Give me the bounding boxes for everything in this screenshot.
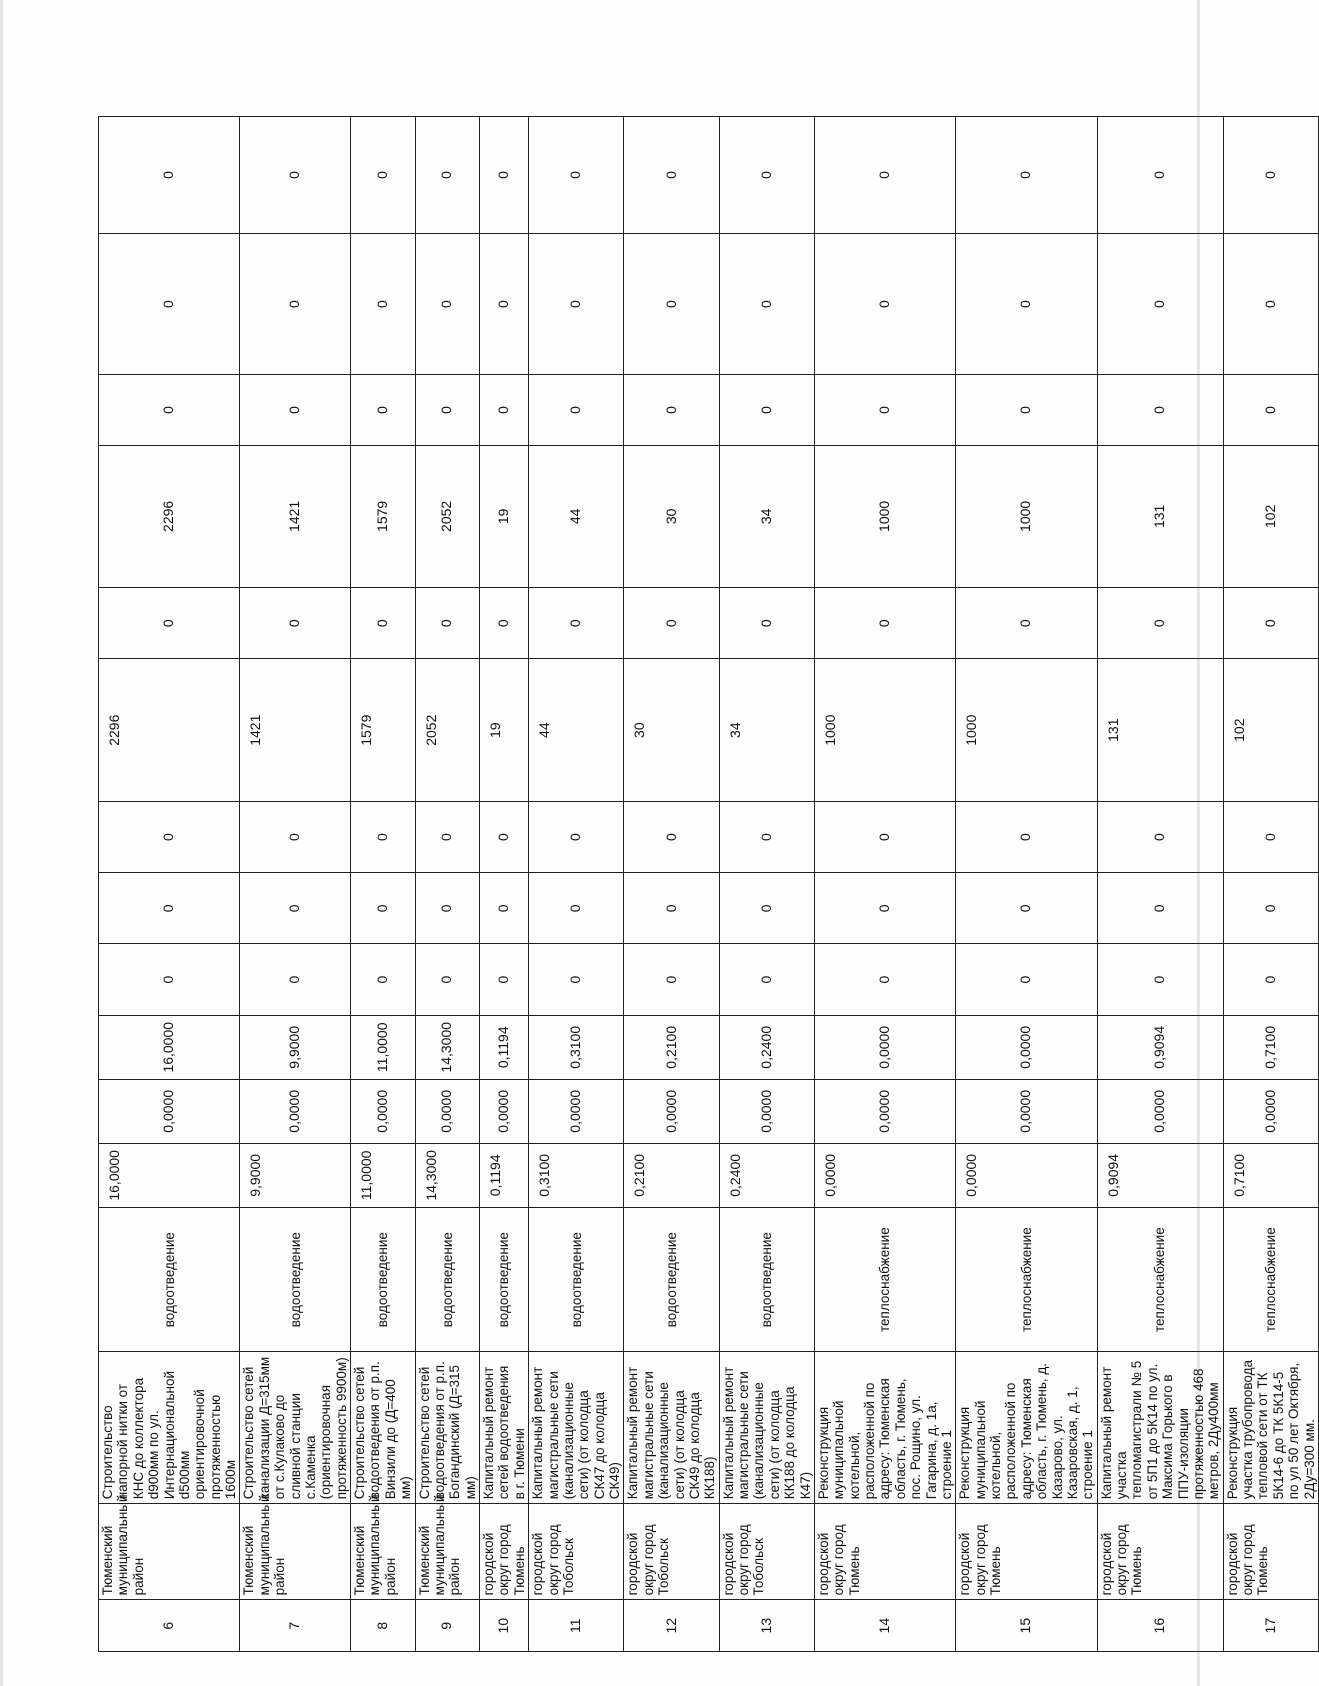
value-cell-c5: 0: [624, 873, 719, 944]
investment-program-table: [98, 116, 1319, 1652]
value-cell-c9: 44: [529, 445, 624, 588]
value-cell-c6: 0: [351, 801, 416, 872]
value-cell-c7: 102: [1223, 659, 1318, 802]
value-cell-c1: 11,0000: [351, 1143, 416, 1207]
value-cell-c10: 0: [1097, 375, 1223, 445]
value-cell-c5: 0: [814, 873, 955, 944]
value-cell-c6: 0: [1097, 801, 1223, 872]
value-cell-c8: 0: [99, 588, 240, 659]
value-cell-c10: 0: [240, 375, 351, 445]
value-cell-c9: 2296: [99, 445, 240, 588]
value-cell-c1: 16,0000: [99, 1143, 240, 1207]
value-cell-c5: 0: [956, 873, 1097, 944]
value-cell-c4: 0: [351, 944, 416, 1015]
value-cell-c4: 0: [480, 944, 529, 1015]
project-name-cell: Капитальный ремонт участка тепломагистрали № 5 от 5П1 до 5К14 по ул. Максима Горького в ППУ-изоляции протяженностью 468 метров, 2Ду400мм: [1097, 1352, 1223, 1504]
value-cell-c3: 0,2100: [624, 1015, 719, 1079]
value-cell-c8: 0: [719, 588, 814, 659]
value-cell-c2: 0,0000: [719, 1079, 814, 1143]
value-cell-c4: 0: [240, 944, 351, 1015]
value-cell-c11: 0: [240, 233, 351, 375]
value-cell-c8: 0: [814, 588, 955, 659]
value-cell-c7: 131: [1097, 659, 1223, 802]
value-cell-c4: 0: [1097, 944, 1223, 1015]
row-number-cell: 12: [624, 1600, 719, 1652]
utility-type-cell: водоотведение: [351, 1207, 416, 1352]
utility-type-cell: теплоснабжение: [1097, 1207, 1223, 1352]
value-cell-c3: 0,3100: [529, 1015, 624, 1079]
value-cell-c3: 0,2400: [719, 1015, 814, 1079]
value-cell-c6: 0: [480, 801, 529, 872]
value-cell-c10: 0: [719, 375, 814, 445]
municipality-cell: городской округ город Тобольск: [719, 1504, 814, 1600]
row-number-cell: 11: [529, 1600, 624, 1652]
project-name-cell: Капитальный ремонт сетей водоотведения в г. Тюмени: [480, 1352, 529, 1504]
row-number-cell: 15: [956, 1600, 1097, 1652]
value-cell-c10: 0: [529, 375, 624, 445]
value-cell-c9: 102: [1223, 445, 1318, 588]
municipality-cell: Тюменский муниципальный район: [99, 1504, 240, 1600]
value-cell-c3: 0,9094: [1097, 1015, 1223, 1079]
project-name-cell: Реконструкция муниципальной котельной, расположенной по адресу: Тюменская область, г. Тюмень, д. Казарово, ул. Казаровская, д. 1, строение 1: [956, 1352, 1097, 1504]
value-cell-c5: 0: [719, 873, 814, 944]
value-cell-c1: 0,2100: [624, 1143, 719, 1207]
value-cell-c6: 0: [624, 801, 719, 872]
utility-type-cell: водоотведение: [624, 1207, 719, 1352]
municipality-cell: Тюменский муниципальный район: [240, 1504, 351, 1600]
value-cell-c6: 0: [240, 801, 351, 872]
row-number-cell: 8: [351, 1600, 416, 1652]
value-cell-c7: 1000: [814, 659, 955, 802]
value-cell-c4: 0: [719, 944, 814, 1015]
value-cell-c12: 0: [529, 117, 624, 234]
value-cell-c8: 0: [956, 588, 1097, 659]
value-cell-c2: 0,0000: [240, 1079, 351, 1143]
project-name-cell: Строительство напорной нитки от КНС до коллектора d900мм по ул. Интернациональной d500мм ориентировочной протяженностью 1600м: [99, 1352, 240, 1504]
value-cell-c10: 0: [814, 375, 955, 445]
row-number-cell: 13: [719, 1600, 814, 1652]
value-cell-c9: 34: [719, 445, 814, 588]
value-cell-c2: 0,0000: [1223, 1079, 1318, 1143]
project-name-cell: Реконструкция участка трубопровода тепловой сети от ТК 5К14-6 до ТК 5К14-5 по ул 50 лет Октября, 2Ду=300 мм.: [1223, 1352, 1318, 1504]
value-cell-c1: 0,1194: [480, 1143, 529, 1207]
value-cell-c8: 0: [1097, 588, 1223, 659]
value-cell-c8: 0: [624, 588, 719, 659]
value-cell-c8: 0: [529, 588, 624, 659]
value-cell-c4: 0: [814, 944, 955, 1015]
value-cell-c10: 0: [415, 375, 480, 445]
project-name-cell: Капитальный ремонт магистральные сети (канализационные сети) (от колодца СК49 до колодца КК188): [624, 1352, 719, 1504]
value-cell-c10: 0: [956, 375, 1097, 445]
value-cell-c7: 2296: [99, 659, 240, 802]
project-name-cell: Капитальный ремонт магистральные сети (канализационные сети) (от колодца КК188 до колодца К47): [719, 1352, 814, 1504]
value-cell-c7: 44: [529, 659, 624, 802]
value-cell-c12: 0: [814, 117, 955, 234]
value-cell-c3: 0,1194: [480, 1015, 529, 1079]
value-cell-c5: 0: [240, 873, 351, 944]
value-cell-c9: 1000: [956, 445, 1097, 588]
row-number-cell: 16: [1097, 1600, 1223, 1652]
value-cell-c5: 0: [480, 873, 529, 944]
value-cell-c3: 0,0000: [814, 1015, 955, 1079]
value-cell-c11: 0: [415, 233, 480, 375]
municipality-cell: городской округ город Тюмень: [480, 1504, 529, 1600]
rotated-table-wrapper: [98, 116, 1317, 1652]
value-cell-c3: 11,0000: [351, 1015, 416, 1079]
value-cell-c1: 0,9094: [1097, 1143, 1223, 1207]
value-cell-c8: 0: [415, 588, 480, 659]
value-cell-c12: 0: [719, 117, 814, 234]
value-cell-c1: 9,9000: [240, 1143, 351, 1207]
utility-type-cell: водоотведение: [415, 1207, 480, 1352]
value-cell-c5: 0: [529, 873, 624, 944]
scan-edge-left: [0, 0, 3, 1686]
value-cell-c12: 0: [1223, 117, 1318, 234]
value-cell-c8: 0: [240, 588, 351, 659]
table-row: [529, 117, 624, 1652]
value-cell-c10: 0: [480, 375, 529, 445]
value-cell-c11: 0: [529, 233, 624, 375]
municipality-cell: Тюменский муниципальный район: [415, 1504, 480, 1600]
utility-type-cell: водоотведение: [719, 1207, 814, 1352]
utility-type-cell: водоотведение: [99, 1207, 240, 1352]
value-cell-c10: 0: [1223, 375, 1318, 445]
utility-type-cell: водоотведение: [529, 1207, 624, 1352]
value-cell-c9: 19: [480, 445, 529, 588]
table-row: [415, 117, 480, 1652]
value-cell-c10: 0: [351, 375, 416, 445]
value-cell-c5: 0: [415, 873, 480, 944]
value-cell-c1: 0,3100: [529, 1143, 624, 1207]
utility-type-cell: водоотведение: [480, 1207, 529, 1352]
table-row: [624, 117, 719, 1652]
value-cell-c9: 2052: [415, 445, 480, 588]
value-cell-c6: 0: [956, 801, 1097, 872]
value-cell-c1: 0,2400: [719, 1143, 814, 1207]
value-cell-c7: 1421: [240, 659, 351, 802]
value-cell-c12: 0: [956, 117, 1097, 234]
value-cell-c7: 2052: [415, 659, 480, 802]
value-cell-c5: 0: [351, 873, 416, 944]
utility-type-cell: водоотведение: [240, 1207, 351, 1352]
table-row: [240, 117, 351, 1652]
value-cell-c12: 0: [480, 117, 529, 234]
value-cell-c2: 0,0000: [480, 1079, 529, 1143]
value-cell-c9: 131: [1097, 445, 1223, 588]
municipality-cell: городской округ город Тюмень: [1097, 1504, 1223, 1600]
value-cell-c7: 1000: [956, 659, 1097, 802]
value-cell-c7: 19: [480, 659, 529, 802]
value-cell-c8: 0: [1223, 588, 1318, 659]
project-name-cell: Строительство сетей водоотведения от р.п. Богандинский (Д=315 мм): [415, 1352, 480, 1504]
value-cell-c11: 0: [1097, 233, 1223, 375]
value-cell-c12: 0: [99, 117, 240, 234]
value-cell-c8: 0: [351, 588, 416, 659]
municipality-cell: городской округ город Тобольск: [624, 1504, 719, 1600]
table-row: [351, 117, 416, 1652]
utility-type-cell: теплоснабжение: [1223, 1207, 1318, 1352]
municipality-cell: городской округ город Тюмень: [814, 1504, 955, 1600]
row-number-cell: 17: [1223, 1600, 1318, 1652]
value-cell-c6: 0: [529, 801, 624, 872]
value-cell-c2: 0,0000: [814, 1079, 955, 1143]
value-cell-c4: 0: [99, 944, 240, 1015]
value-cell-c3: 0,0000: [956, 1015, 1097, 1079]
row-number-cell: 14: [814, 1600, 955, 1652]
municipality-cell: городской округ город Тюмень: [956, 1504, 1097, 1600]
value-cell-c1: 14,3000: [415, 1143, 480, 1207]
value-cell-c11: 0: [956, 233, 1097, 375]
value-cell-c12: 0: [240, 117, 351, 234]
value-cell-c12: 0: [1097, 117, 1223, 234]
row-number-cell: 9: [415, 1600, 480, 1652]
project-name-cell: Строительство сетей водоотведения от р.п. Винзили до (Д=400 мм): [351, 1352, 416, 1504]
value-cell-c5: 0: [1097, 873, 1223, 944]
value-cell-c9: 1579: [351, 445, 416, 588]
municipality-cell: городской округ город Тобольск: [529, 1504, 624, 1600]
value-cell-c11: 0: [99, 233, 240, 375]
value-cell-c3: 9,9000: [240, 1015, 351, 1079]
value-cell-c11: 0: [1223, 233, 1318, 375]
table-row: [1223, 117, 1318, 1652]
value-cell-c12: 0: [351, 117, 416, 234]
row-number-cell: 6: [99, 1600, 240, 1652]
value-cell-c12: 0: [624, 117, 719, 234]
municipality-cell: Тюменский муниципальный район: [351, 1504, 416, 1600]
value-cell-c4: 0: [529, 944, 624, 1015]
value-cell-c11: 0: [719, 233, 814, 375]
value-cell-c6: 0: [719, 801, 814, 872]
value-cell-c6: 0: [814, 801, 955, 872]
row-number-cell: 10: [480, 1600, 529, 1652]
value-cell-c9: 1421: [240, 445, 351, 588]
value-cell-c4: 0: [624, 944, 719, 1015]
value-cell-c3: 16,0000: [99, 1015, 240, 1079]
value-cell-c1: 0,0000: [814, 1143, 955, 1207]
value-cell-c11: 0: [480, 233, 529, 375]
value-cell-c10: 0: [624, 375, 719, 445]
value-cell-c5: 0: [1223, 873, 1318, 944]
project-name-cell: Строительство сетей канализации Д=315мм от с.Кулаково до сливной станции с.Каменка (ориентировочная протяженность 9900м): [240, 1352, 351, 1504]
value-cell-c4: 0: [1223, 944, 1318, 1015]
utility-type-cell: теплоснабжение: [956, 1207, 1097, 1352]
value-cell-c4: 0: [415, 944, 480, 1015]
value-cell-c7: 30: [624, 659, 719, 802]
value-cell-c11: 0: [624, 233, 719, 375]
value-cell-c8: 0: [480, 588, 529, 659]
value-cell-c2: 0,0000: [529, 1079, 624, 1143]
row-number-cell: 7: [240, 1600, 351, 1652]
project-name-cell: Реконструкция муниципальной котельной, расположенной по адресу: Тюменская область, г. Тюмень, пос. Рощино, ул. Гагарина, д. 1а, строение 1: [814, 1352, 955, 1504]
value-cell-c2: 0,0000: [956, 1079, 1097, 1143]
table-row: [814, 117, 955, 1652]
utility-type-cell: теплоснабжение: [814, 1207, 955, 1352]
value-cell-c3: 14,3000: [415, 1015, 480, 1079]
value-cell-c1: 0,0000: [956, 1143, 1097, 1207]
value-cell-c11: 0: [814, 233, 955, 375]
value-cell-c11: 0: [351, 233, 416, 375]
value-cell-c1: 0,7100: [1223, 1143, 1318, 1207]
table-row: [480, 117, 529, 1652]
value-cell-c10: 0: [99, 375, 240, 445]
value-cell-c12: 0: [415, 117, 480, 234]
value-cell-c7: 1579: [351, 659, 416, 802]
value-cell-c2: 0,0000: [99, 1079, 240, 1143]
value-cell-c3: 0,7100: [1223, 1015, 1318, 1079]
table-row: [956, 117, 1097, 1652]
value-cell-c7: 34: [719, 659, 814, 802]
table-row: [99, 117, 240, 1652]
municipality-cell: городской округ город Тюмень: [1223, 1504, 1318, 1600]
value-cell-c2: 0,0000: [415, 1079, 480, 1143]
value-cell-c6: 0: [99, 801, 240, 872]
value-cell-c2: 0,0000: [624, 1079, 719, 1143]
value-cell-c5: 0: [99, 873, 240, 944]
value-cell-c6: 0: [1223, 801, 1318, 872]
value-cell-c9: 30: [624, 445, 719, 588]
table-row: [719, 117, 814, 1652]
value-cell-c4: 0: [956, 944, 1097, 1015]
value-cell-c2: 0,0000: [351, 1079, 416, 1143]
value-cell-c6: 0: [415, 801, 480, 872]
value-cell-c9: 1000: [814, 445, 955, 588]
table-row: [1097, 117, 1223, 1652]
value-cell-c2: 0,0000: [1097, 1079, 1223, 1143]
project-name-cell: Капитальный ремонт магистральные сети (канализационные сети) (от колодца СК47 до колодца СК49): [529, 1352, 624, 1504]
